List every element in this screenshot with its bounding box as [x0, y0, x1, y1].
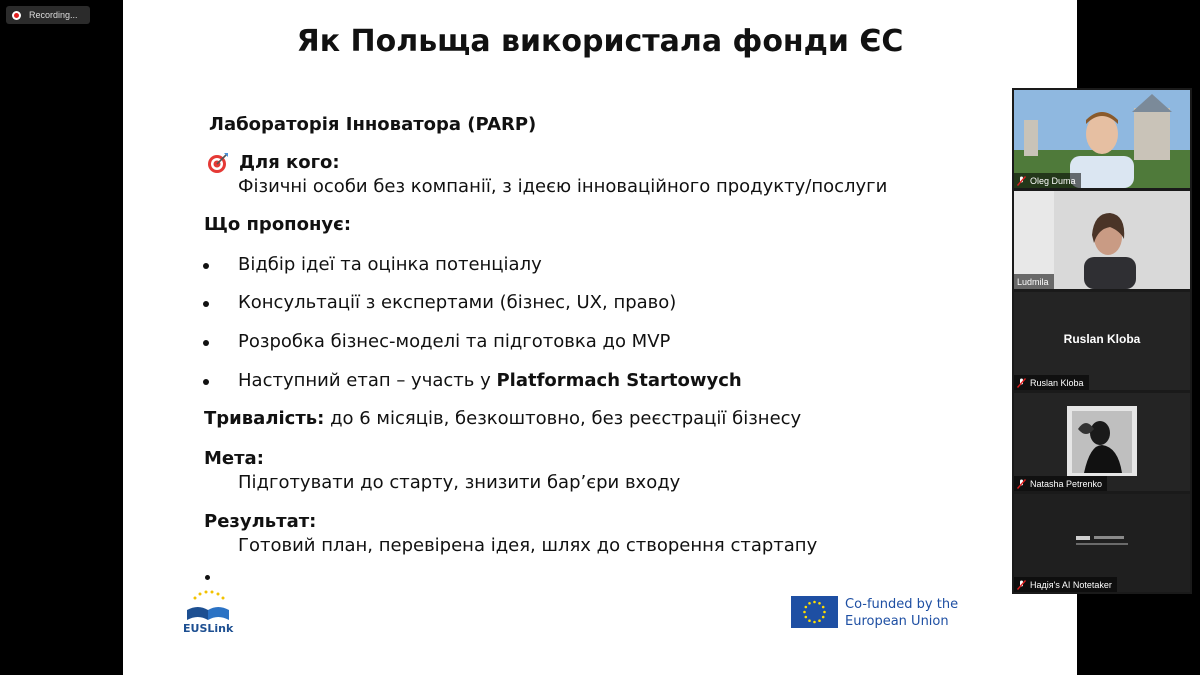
mic-muted-icon [1017, 479, 1026, 489]
goal-text: Підготувати до старту, знизити бар’єри входу [238, 472, 681, 493]
participant-tile[interactable] [1014, 292, 1190, 390]
duration-text: до 6 місяців, безкоштовно, без реєстрації бізнесу [324, 408, 802, 429]
participant-name: Ludmila [1017, 276, 1049, 287]
program-name: Лабораторія Інноватора (PARP) [209, 114, 537, 135]
participant-name-tag [1014, 577, 1117, 592]
target-icon [207, 152, 229, 174]
offer-item: Відбір ідеї та оцінка потенціалу [238, 254, 542, 275]
participant-name: Natasha Petrenko [1030, 478, 1103, 489]
participant-tile-active-speaker[interactable] [1014, 191, 1190, 289]
participant-tile[interactable] [1014, 494, 1190, 592]
result-label: Результат: [204, 511, 317, 532]
participant-name: Надія's AI Notetaker [1030, 579, 1112, 590]
record-icon [12, 11, 21, 20]
euslink-logo-text: EUSLink [183, 622, 234, 635]
mic-muted-icon [1017, 176, 1026, 186]
shared-slide [123, 0, 1077, 675]
bullet-icon [205, 575, 210, 580]
for-whom-label: Для кого: [239, 152, 340, 173]
participant-name-tag [1014, 274, 1054, 289]
participant-name-tag [1014, 173, 1081, 188]
bullet-icon [203, 301, 209, 307]
participant-name: Ruslan Kloba [1030, 377, 1084, 388]
mic-muted-icon [1017, 378, 1026, 388]
duration-line [204, 408, 801, 429]
bullet-icon [203, 263, 209, 269]
bullet-icon [203, 340, 209, 346]
duration-label: Тривалість: [204, 408, 325, 429]
participant-name-tag [1014, 476, 1107, 491]
participant-name-tag [1014, 375, 1089, 390]
offer-item-next-stage [238, 370, 742, 391]
recording-indicator[interactable] [6, 6, 90, 24]
participant-tile[interactable] [1014, 90, 1190, 188]
participant-panel [1012, 88, 1192, 594]
eu-line-1: Co-funded by the [845, 597, 959, 612]
participant-display-name: Ruslan Kloba [1063, 332, 1141, 346]
eu-flag-icon [791, 596, 838, 628]
for-whom-text: Фізичні особи без компанії, з ідеєю інноваційного продукту/послуги [238, 176, 888, 197]
next-stage-prefix: Наступний етап – участь у [238, 370, 497, 391]
participant-name: Oleg Duma [1030, 175, 1076, 186]
participant-tile[interactable] [1014, 393, 1190, 491]
offers-label: Що пропонує: [204, 214, 352, 235]
eu-funding-text [845, 596, 958, 630]
bullet-icon [203, 379, 209, 385]
goal-label: Мета: [204, 448, 264, 469]
result-text: Готовий план, перевірена ідея, шлях до створення стартапу [238, 535, 818, 556]
slide-title: Як Польща використала фонди ЄС [296, 24, 904, 59]
next-stage-bold: Platformach Startowych [496, 370, 742, 391]
recording-label: Recording... [29, 10, 78, 20]
offer-item: Розробка бізнес-моделі та підготовка до MVP [238, 331, 671, 352]
eu-line-2: European Union [845, 614, 949, 629]
mic-muted-icon [1017, 580, 1026, 590]
offer-item: Консультації з експертами (бізнес, UX, право) [238, 292, 677, 313]
